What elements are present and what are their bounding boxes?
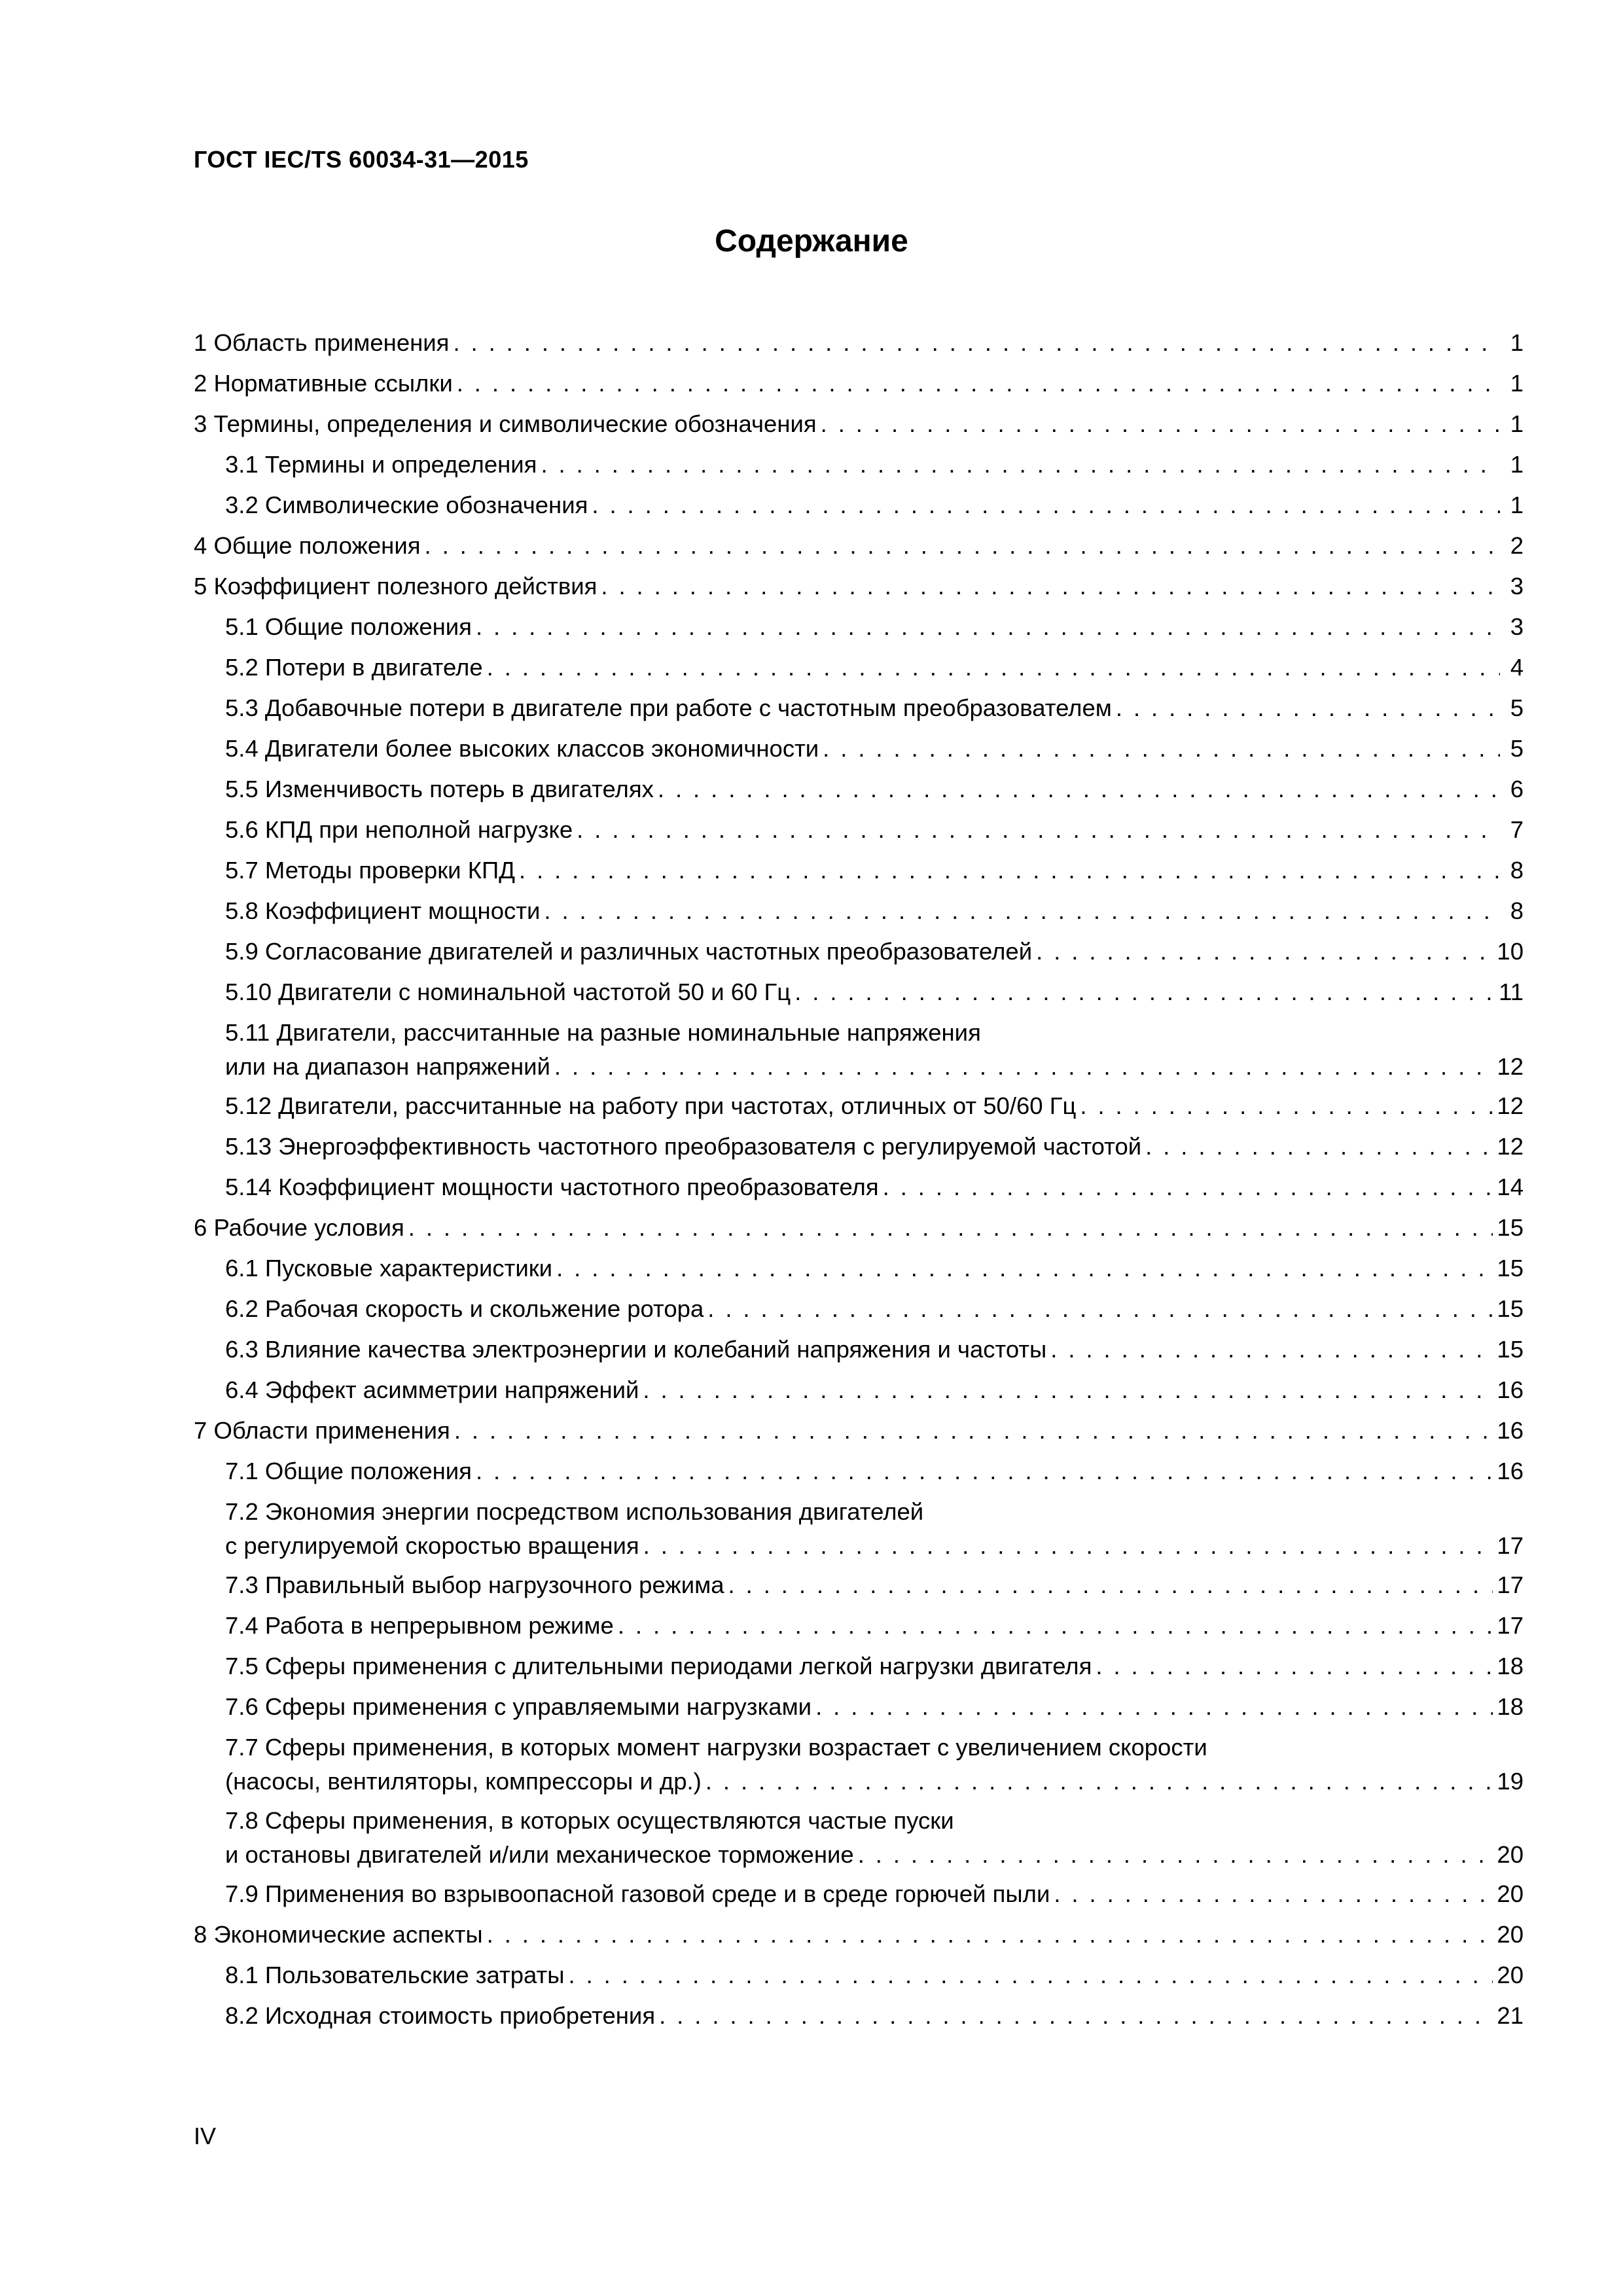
toc-page-number: 1 — [1510, 370, 1524, 397]
toc-line — [194, 813, 1524, 847]
toc-leader-dots — [544, 894, 1500, 928]
toc-leader-dots — [643, 1529, 1493, 1563]
toc-line — [194, 1251, 1524, 1285]
toc-page-number: 8 — [1510, 857, 1524, 884]
toc-line — [194, 894, 1524, 928]
toc-entry-title: 5.8 Коэффициент мощности — [225, 897, 541, 924]
toc-entry[interactable] — [194, 326, 1524, 360]
toc-entry[interactable] — [194, 1414, 1524, 1448]
toc-leader-dots — [821, 407, 1500, 441]
toc-leader-dots — [592, 488, 1500, 522]
toc-page-number: 1 — [1510, 329, 1524, 356]
toc-page-number: 21 — [1497, 2002, 1524, 2029]
toc-page-number: 15 — [1497, 1336, 1524, 1363]
toc-entry[interactable] — [194, 448, 1524, 482]
toc-line — [194, 853, 1524, 888]
toc-entry-title: 2 Нормативные ссылки — [194, 370, 453, 397]
toc-leader-dots — [408, 1211, 1493, 1245]
toc-page-number: 3 — [1510, 613, 1524, 640]
toc-line — [194, 651, 1524, 685]
toc-entry-title: 7.3 Правильный выбор нагрузочного режима — [225, 1571, 724, 1598]
toc-entry[interactable] — [194, 651, 1524, 685]
toc-line — [194, 1568, 1524, 1602]
toc-entry[interactable] — [194, 1999, 1524, 2033]
toc-leader-dots — [577, 813, 1500, 847]
toc-leader-dots — [1080, 1089, 1493, 1123]
toc-line — [194, 1804, 1524, 1838]
toc-leader-dots — [554, 1050, 1493, 1084]
toc-entry-title: 5.4 Двигатели более высоких классов экономичности — [225, 735, 819, 762]
toc-page-number: 14 — [1497, 1174, 1524, 1200]
toc-page-number: 15 — [1497, 1214, 1524, 1241]
toc-entry-title: 3 Термины, определения и символические обозначения — [194, 410, 817, 437]
toc-page-number: 10 — [1497, 938, 1524, 965]
toc-entry-title: (насосы, вентиляторы, компрессоры и др.) — [225, 1768, 702, 1795]
toc-entry-title: 5.2 Потери в двигателе — [225, 654, 483, 681]
toc-line — [194, 1333, 1524, 1367]
toc-page-number: 12 — [1497, 1053, 1524, 1080]
toc-leader-dots — [424, 529, 1500, 563]
toc-entry[interactable] — [194, 1211, 1524, 1245]
toc-page-number: 15 — [1497, 1295, 1524, 1322]
toc-page-number: 20 — [1497, 1962, 1524, 1988]
toc-page-number: 16 — [1497, 1376, 1524, 1403]
toc-entry[interactable] — [194, 1454, 1524, 1488]
toc-entry[interactable] — [194, 1918, 1524, 1952]
toc-line — [194, 1731, 1524, 1765]
toc-entry[interactable] — [194, 935, 1524, 969]
toc-entry[interactable] — [194, 894, 1524, 928]
page-number: IV — [194, 2123, 217, 2149]
toc-entry-title: 5.1 Общие положения — [225, 613, 472, 640]
toc-entry[interactable] — [194, 732, 1524, 766]
toc-entry-title: 5 Коэффициент полезного действия — [194, 573, 597, 600]
toc-leader-dots — [569, 1958, 1493, 1992]
toc-line — [194, 448, 1524, 482]
toc-entry[interactable] — [194, 1292, 1524, 1326]
toc-line — [194, 1529, 1524, 1563]
toc-entry[interactable] — [194, 1568, 1524, 1602]
toc-entry[interactable] — [194, 975, 1524, 1009]
toc-line — [194, 1918, 1524, 1952]
toc-entry[interactable] — [194, 367, 1524, 401]
toc-page-number: 20 — [1497, 1841, 1524, 1868]
toc-entry-title: 5.11 Двигатели, рассчитанные на разные номинальные напряжения — [225, 1019, 981, 1046]
toc-line — [194, 1211, 1524, 1245]
toc-entry[interactable] — [194, 1170, 1524, 1204]
toc-entry-title: или на диапазон напряжений — [225, 1053, 550, 1080]
toc-entry-title: с регулируемой скоростью вращения — [225, 1532, 639, 1559]
toc-line — [194, 691, 1524, 725]
toc-line — [194, 610, 1524, 644]
toc-entry-title: 7.7 Сферы применения, в которых момент нагрузки возрастает с увеличением скорости — [225, 1734, 1207, 1761]
toc-leader-dots — [858, 1838, 1493, 1872]
toc-entry-title: 7.8 Сферы применения, в которых осуществляются частые пуски — [225, 1807, 954, 1834]
toc-entry[interactable] — [194, 853, 1524, 888]
toc-leader-dots — [1054, 1877, 1493, 1911]
toc-page-number: 17 — [1497, 1612, 1524, 1639]
toc-leader-dots — [658, 772, 1500, 806]
toc-entry[interactable] — [194, 407, 1524, 441]
toc-leader-dots — [707, 1292, 1493, 1326]
toc-entry[interactable] — [194, 1495, 1524, 1563]
toc-page-number: 7 — [1510, 816, 1524, 843]
toc-leader-dots — [705, 1765, 1493, 1799]
toc-entry-title: 7.4 Работа в непрерывном режиме — [225, 1612, 614, 1639]
toc-entry-title: 5.7 Методы проверки КПД — [225, 857, 515, 884]
toc-leader-dots — [487, 1918, 1493, 1952]
toc-line — [194, 1690, 1524, 1724]
toc-leader-dots — [618, 1609, 1493, 1643]
toc-leader-dots — [1116, 691, 1500, 725]
toc-entry-title: 5.12 Двигатели, рассчитанные на работу при частотах, отличных от 50/60 Гц — [225, 1092, 1077, 1119]
toc-line — [194, 1999, 1524, 2033]
toc-line — [194, 1373, 1524, 1407]
toc-line — [194, 1170, 1524, 1204]
toc-leader-dots — [1096, 1649, 1493, 1683]
toc-entry-title: 8.1 Пользовательские затраты — [225, 1962, 565, 1988]
toc-entry[interactable] — [194, 1251, 1524, 1285]
toc-page-number: 4 — [1510, 654, 1524, 681]
toc-page-number: 12 — [1497, 1133, 1524, 1160]
toc-line — [194, 488, 1524, 522]
toc-list — [194, 0, 1524, 2296]
toc-entry-title: 1 Область применения — [194, 329, 450, 356]
toc-entry[interactable] — [194, 1731, 1524, 1799]
toc-entry-title: 6.2 Рабочая скорость и скольжение ротора — [225, 1295, 704, 1322]
toc-page-number: 5 — [1510, 694, 1524, 721]
toc-entry-title: 5.13 Энергоэффективность частотного преобразователя с регулируемой частотой — [225, 1133, 1142, 1160]
toc-entry-title: 3.1 Термины и определения — [225, 451, 537, 478]
toc-line — [194, 1838, 1524, 1872]
toc-entry-title: 4 Общие положения — [194, 532, 421, 559]
toc-entry-title: 5.3 Добавочные потери в двигателе при работе с частотным преобразователем — [225, 694, 1112, 721]
toc-entry-title: 5.10 Двигатели с номинальной частотой 50 и 60 Гц — [225, 978, 791, 1005]
toc-line — [194, 935, 1524, 969]
toc-page-number: 1 — [1510, 410, 1524, 437]
toc-title: Содержание — [715, 224, 908, 259]
toc-leader-dots — [659, 1999, 1493, 2033]
toc-line — [194, 1495, 1524, 1529]
toc-page-number: 1 — [1510, 492, 1524, 518]
toc-leader-dots — [457, 367, 1500, 401]
toc-line — [194, 772, 1524, 806]
toc-page-number: 20 — [1497, 1880, 1524, 1907]
toc-leader-dots — [883, 1170, 1493, 1204]
toc-line — [194, 1130, 1524, 1164]
toc-page-number: 3 — [1510, 573, 1524, 600]
toc-line — [194, 1089, 1524, 1123]
toc-entry-title: 7.6 Сферы применения с управляемыми нагрузками — [225, 1693, 812, 1720]
toc-page-number: 16 — [1497, 1417, 1524, 1444]
toc-line — [194, 1765, 1524, 1799]
toc-leader-dots — [453, 326, 1500, 360]
toc-line — [194, 529, 1524, 563]
toc-line — [194, 1414, 1524, 1448]
toc-entry-title: 5.14 Коэффициент мощности частотного преобразователя — [225, 1174, 879, 1200]
toc-entry[interactable] — [194, 1649, 1524, 1683]
toc-leader-dots — [1036, 935, 1493, 969]
toc-entry-title: 8 Экономические аспекты — [194, 1921, 483, 1948]
toc-line — [194, 1958, 1524, 1992]
toc-leader-dots — [487, 651, 1500, 685]
toc-leader-dots — [728, 1568, 1493, 1602]
toc-page-number: 17 — [1497, 1532, 1524, 1559]
toc-page-number: 1 — [1510, 451, 1524, 478]
toc-line — [194, 1649, 1524, 1683]
toc-entry[interactable] — [194, 1333, 1524, 1367]
toc-page-number: 20 — [1497, 1921, 1524, 1948]
toc-line — [194, 367, 1524, 401]
toc-entry-title: 5.9 Согласование двигателей и различных частотных преобразователей — [225, 938, 1033, 965]
toc-line — [194, 1454, 1524, 1488]
toc-page-number: 5 — [1510, 735, 1524, 762]
toc-page-number: 17 — [1497, 1571, 1524, 1598]
toc-entry-title: 7 Области применения — [194, 1417, 450, 1444]
toc-page-number: 2 — [1510, 532, 1524, 559]
toc-line — [194, 1016, 1524, 1050]
toc-page-number: 6 — [1510, 776, 1524, 802]
toc-entry[interactable] — [194, 813, 1524, 847]
toc-page-number: 12 — [1497, 1092, 1524, 1119]
toc-leader-dots — [1050, 1333, 1493, 1367]
toc-leader-dots — [476, 610, 1500, 644]
toc-page-number: 18 — [1497, 1653, 1524, 1679]
toc-leader-dots — [823, 732, 1500, 766]
toc-entry-title: и остановы двигателей и/или механическое торможение — [225, 1841, 854, 1868]
toc-entry[interactable] — [194, 610, 1524, 644]
toc-entry[interactable] — [194, 529, 1524, 563]
toc-leader-dots — [541, 448, 1500, 482]
toc-entry[interactable] — [194, 488, 1524, 522]
toc-page-number: 16 — [1497, 1458, 1524, 1484]
toc-entry[interactable] — [194, 772, 1524, 806]
toc-leader-dots — [476, 1454, 1493, 1488]
toc-line — [194, 1050, 1524, 1084]
toc-entry[interactable] — [194, 1609, 1524, 1643]
toc-page-number: 18 — [1497, 1693, 1524, 1720]
toc-leader-dots — [1145, 1130, 1493, 1164]
toc-leader-dots — [643, 1373, 1493, 1407]
toc-entry[interactable] — [194, 691, 1524, 725]
toc-entry[interactable] — [194, 1877, 1524, 1911]
toc-entry[interactable] — [194, 1958, 1524, 1992]
toc-leader-dots — [815, 1690, 1493, 1724]
toc-entry-title: 8.2 Исходная стоимость приобретения — [225, 2002, 656, 2029]
toc-page-number: 8 — [1510, 897, 1524, 924]
toc-entry[interactable] — [194, 1690, 1524, 1724]
toc-line — [194, 407, 1524, 441]
toc-entry-title: 6.4 Эффект асимметрии напряжений — [225, 1376, 639, 1403]
toc-entry[interactable] — [194, 1089, 1524, 1123]
toc-entry-title: 6.1 Пусковые характеристики — [225, 1255, 553, 1282]
toc-line — [194, 1877, 1524, 1911]
toc-entry[interactable] — [194, 569, 1524, 603]
toc-page-number: 19 — [1497, 1768, 1524, 1795]
toc-page-number: 15 — [1497, 1255, 1524, 1282]
toc-line — [194, 569, 1524, 603]
toc-line — [194, 732, 1524, 766]
toc-leader-dots — [519, 853, 1500, 888]
toc-page-number: 11 — [1499, 978, 1524, 1005]
toc-leader-dots — [794, 975, 1495, 1009]
toc-entry-title: 7.9 Применения во взрывоопасной газовой среде и в среде горючей пыли — [225, 1880, 1050, 1907]
toc-line — [194, 326, 1524, 360]
toc-line — [194, 975, 1524, 1009]
toc-line — [194, 1292, 1524, 1326]
toc-entry-title: 6 Рабочие условия — [194, 1214, 404, 1241]
toc-entry-title: 5.6 КПД при неполной нагрузке — [225, 816, 573, 843]
toc-entry-title: 7.2 Экономия энергии посредством использования двигателей — [225, 1498, 924, 1525]
toc-leader-dots — [454, 1414, 1493, 1448]
toc-entry-title: 5.5 Изменчивость потерь в двигателях — [225, 776, 654, 802]
toc-line — [194, 1609, 1524, 1643]
toc-entry-title: 3.2 Символические обозначения — [225, 492, 588, 518]
toc-entry-title: 7.5 Сферы применения с длительными периодами легкой нагрузки двигателя — [225, 1653, 1092, 1679]
toc-entry[interactable] — [194, 1016, 1524, 1084]
toc-entry[interactable] — [194, 1130, 1524, 1164]
toc-entry-title: 7.1 Общие положения — [225, 1458, 472, 1484]
toc-leader-dots — [601, 569, 1500, 603]
toc-entry[interactable] — [194, 1804, 1524, 1872]
toc-leader-dots — [556, 1251, 1493, 1285]
toc-entry[interactable] — [194, 1373, 1524, 1407]
document-header: ГОСТ IEC/TS 60034-31—2015 — [194, 146, 529, 173]
toc-entry-title: 6.3 Влияние качества электроэнергии и колебаний напряжения и частоты — [225, 1336, 1047, 1363]
